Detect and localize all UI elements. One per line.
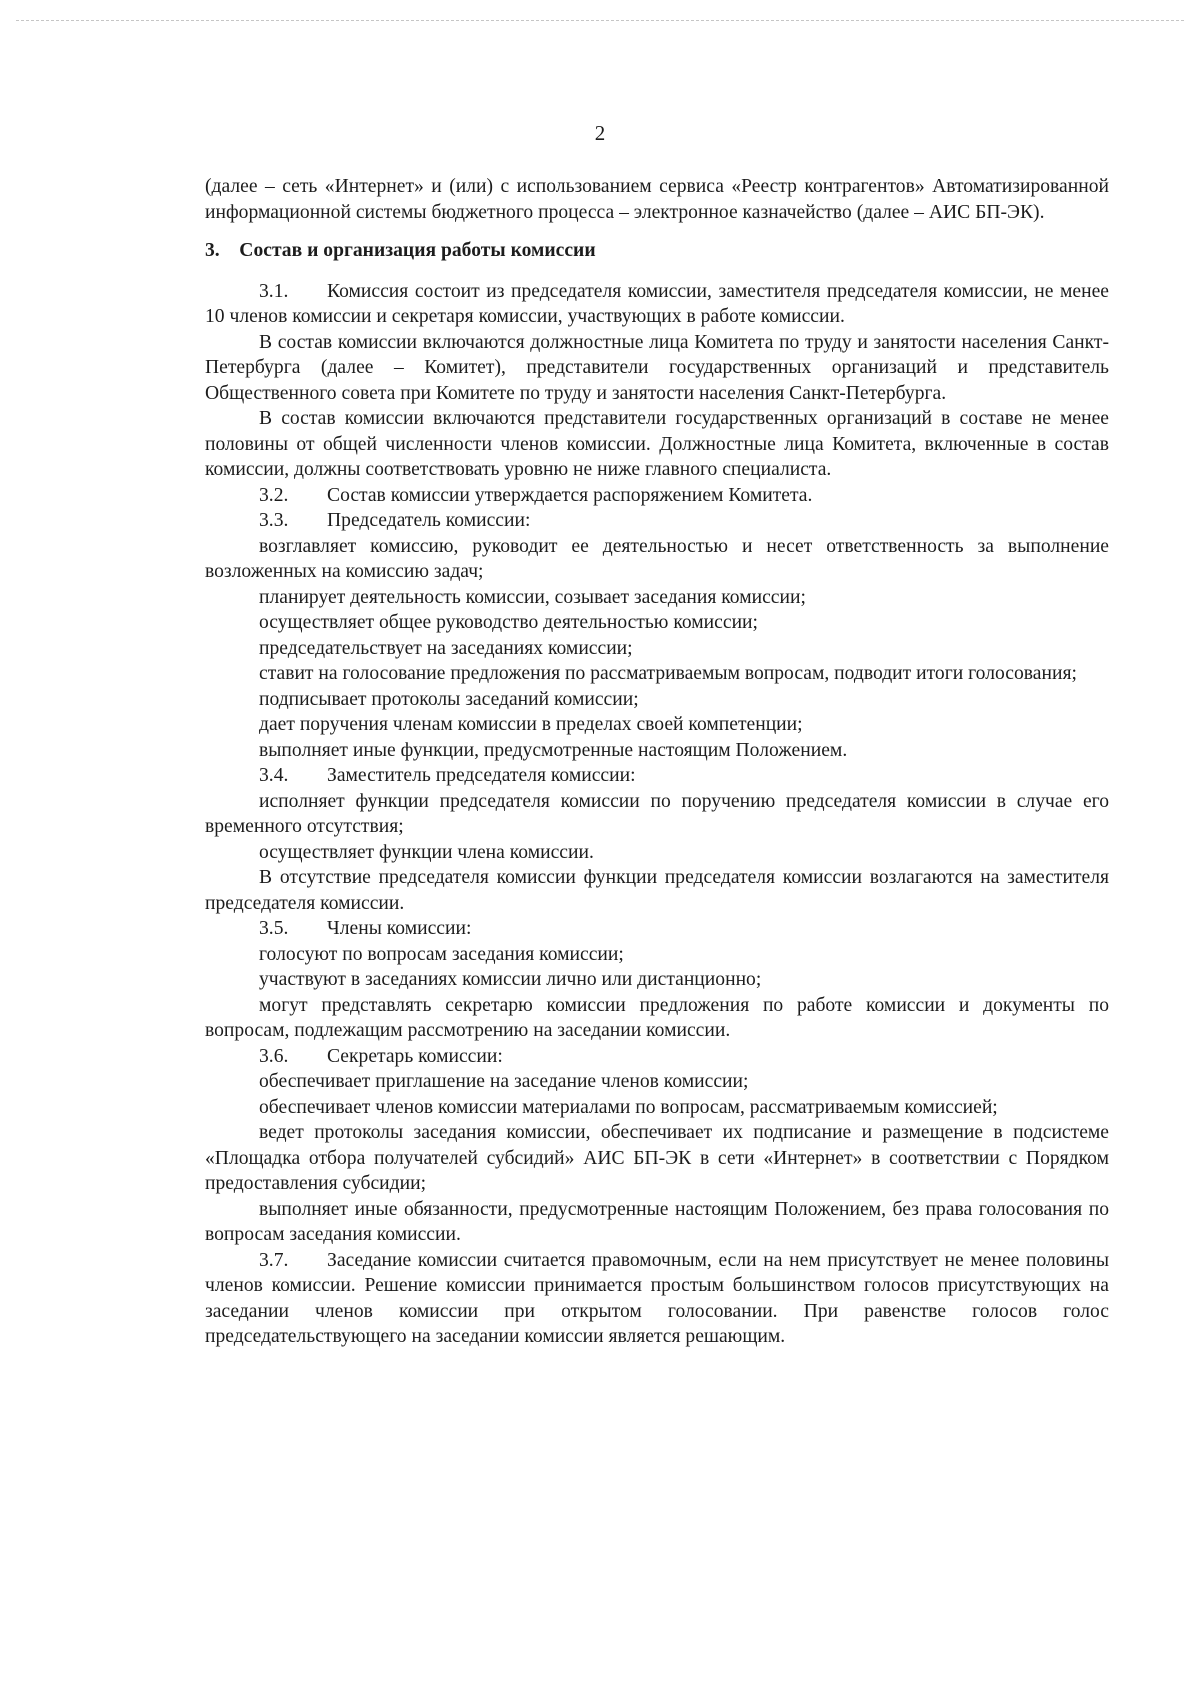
paragraph <box>205 1248 1109 1350</box>
paragraph-text: Заседание комиссии считается правомочным, если на нем присутствует не менее половины членов комиссии. Решение комиссии принимается простым большинством голосов присутствующих на заседании членов комиссии при открытом голосовании. При равенстве голосов голос председательствующего на заседании комиссии является решающим. <box>205 1249 1109 1347</box>
paragraph <box>205 840 1109 866</box>
paragraph <box>205 279 1109 330</box>
clause-number: 3.5. <box>259 918 289 939</box>
paragraph <box>205 789 1109 840</box>
paragraph <box>205 406 1109 483</box>
paragraph <box>205 636 1109 662</box>
paragraph <box>205 763 1109 789</box>
paragraph-text: ставит на голосование предложения по рассматриваемым вопросам, подводит итоги голосования; <box>259 663 1077 684</box>
paragraph-text: ведет протоколы заседания комиссии, обеспечивает их подписание и размещение в подсистеме «Площадка отбора получателей субсидий» АИС БП-ЭК в сети «Интернет» в соответствии с Порядком предоставления субсидии; <box>205 1122 1109 1194</box>
paragraph <box>205 508 1109 534</box>
scan-edge-line <box>16 20 1184 21</box>
paragraph <box>205 687 1109 713</box>
paragraph <box>205 534 1109 585</box>
paragraph <box>205 1197 1109 1248</box>
paragraph <box>205 916 1109 942</box>
paragraph <box>205 712 1109 738</box>
paragraph-text: Секретарь комиссии: <box>327 1045 503 1067</box>
paragraph-text: обеспечивает приглашение на заседание членов комиссии; <box>259 1071 749 1092</box>
paragraph-text: дает поручения членам комиссии в пределах своей компетенции; <box>259 714 803 735</box>
paragraph <box>205 610 1109 636</box>
paragraph-text: В состав комиссии включаются представители государственных организаций в составе не менее половины от общей численности членов комиссии. Должностные лица Комитета, включенные в состав комиссии, должны соответствовать уровню не ниже главного специалиста. <box>205 408 1109 480</box>
paragraph-text: могут представлять секретарю комиссии предложения по работе комиссии и документы по вопросам, подлежащим рассмотрению на заседании комиссии. <box>205 994 1109 1041</box>
paragraph-text: Заместитель председателя комиссии: <box>327 765 636 786</box>
paragraph <box>205 1095 1109 1121</box>
paragraph-text: Председатель комиссии: <box>327 510 531 531</box>
paragraph-text: осуществляет общее руководство деятельностью комиссии; <box>259 612 758 633</box>
paragraph-text: обеспечивает членов комиссии материалами по вопросам, рассматриваемым комиссией; <box>259 1096 998 1118</box>
paragraph-text: подписывает протоколы заседаний комиссии; <box>259 688 639 710</box>
paragraph-text: В состав комиссии включаются должностные лица Комитета по труду и занятости населения Санкт-Петербурга (далее – Комитет), представители государственных организаций и представитель Общественного совета при Комитете по труду и занятости населения Санкт-Петербурга. <box>205 331 1109 404</box>
paragraph-text: выполняет иные обязанности, предусмотренные настоящим Положением, без права голосования по вопросам заседания комиссии. <box>205 1198 1109 1245</box>
paragraph <box>205 585 1109 611</box>
paragraph <box>205 942 1109 968</box>
clause-number: 3.6. <box>259 1045 289 1067</box>
paragraph <box>205 993 1109 1044</box>
intro-paragraph: (далее – сеть «Интернет» и (или) с использованием сервиса «Реестр контрагентов» Автоматизированной информационной системы бюджетного процесса – электронное казначейство (далее – АИС БП-ЭК). <box>205 176 1109 223</box>
paragraph-text: Члены комиссии: <box>327 918 472 939</box>
paragraph-text: выполняет иные функции, предусмотренные настоящим Положением. <box>259 739 848 761</box>
clause-number: 3.3. <box>259 510 289 531</box>
paragraph <box>205 330 1109 407</box>
clause-number: 3.1. <box>259 280 289 302</box>
paragraph <box>205 1120 1109 1197</box>
clause-number: 3.4. <box>259 765 289 786</box>
paragraph <box>205 1069 1109 1095</box>
section-title: Состав и организация работы комиссии <box>239 240 596 261</box>
paragraph <box>205 967 1109 993</box>
section-heading <box>205 238 1109 264</box>
paragraph-text: планирует деятельность комиссии, созывает заседания комиссии; <box>259 586 806 608</box>
paragraph <box>205 738 1109 764</box>
paragraph <box>205 865 1109 916</box>
paragraph <box>205 483 1109 509</box>
paragraph-text: участвуют в заседаниях комиссии лично или дистанционно; <box>259 969 762 990</box>
paragraph-text: исполняет функции председателя комиссии по поручению председателя комиссии в случае его временного отсутствия; <box>205 790 1109 837</box>
clause-number: 3.7. <box>259 1249 289 1271</box>
paragraph-text: осуществляет функции члена комиссии. <box>259 841 594 863</box>
paragraph <box>205 1044 1109 1070</box>
section-number: 3. <box>205 240 220 261</box>
paragraph-text: Комиссия состоит из председателя комиссии, заместителя председателя комиссии, не менее 10 членов комиссии и секретаря комиссии, участвующих в работе комиссии. <box>205 280 1109 327</box>
clause-number: 3.2. <box>259 484 289 506</box>
page-number: 2 <box>594 121 606 145</box>
paragraph-text: председательствует на заседаниях комиссии; <box>259 637 633 659</box>
paragraph-text: возглавляет комиссию, руководит ее деятельностью и несет ответственность за выполнение возложенных на комиссию задач; <box>205 535 1109 582</box>
paragraph-text: В отсутствие председателя комиссии функции председателя комиссии возлагаются на заместителя председателя комиссии. <box>205 867 1109 914</box>
paragraph-text: голосуют по вопросам заседания комиссии; <box>259 943 624 965</box>
document-body <box>205 174 1109 1350</box>
paragraph-list <box>205 279 1109 1350</box>
paragraph <box>205 661 1109 687</box>
paragraph-text: Состав комиссии утверждается распоряжением Комитета. <box>327 484 813 506</box>
